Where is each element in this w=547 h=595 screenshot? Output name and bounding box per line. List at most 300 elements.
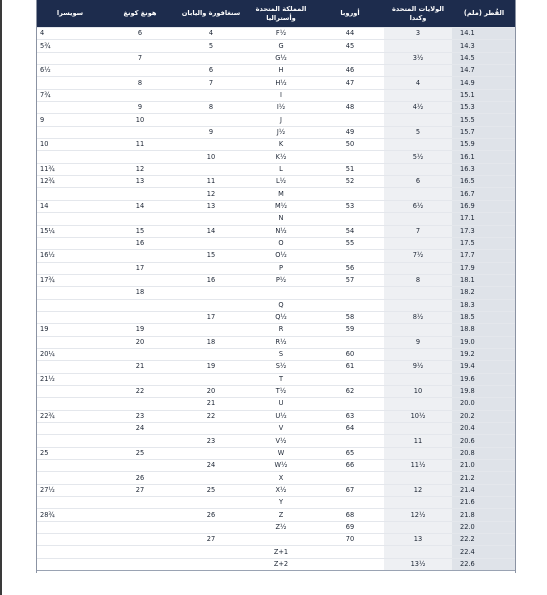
cell-europe: 46 <box>316 65 384 77</box>
cell-uk-australia: W½ <box>246 460 316 472</box>
cell-switzerland <box>36 52 104 64</box>
cell-switzerland <box>36 262 104 274</box>
cell-singapore-japan <box>176 52 246 64</box>
table-row <box>36 139 516 151</box>
cell-uk-australia: Z <box>246 509 316 521</box>
cell-us-canada: 10 <box>384 385 452 397</box>
cell-uk-australia: G½ <box>246 52 316 64</box>
cell-uk-australia: V <box>246 423 316 435</box>
cell-switzerland: 19 <box>36 324 104 336</box>
cell-switzerland <box>36 336 104 348</box>
cell-uk-australia: P½ <box>246 274 316 286</box>
cell-europe: 66 <box>316 460 384 472</box>
cell-uk-australia <box>246 534 316 546</box>
cell-us-canada <box>384 348 452 360</box>
table-row <box>36 546 516 558</box>
cell-us-canada: 9 <box>384 336 452 348</box>
cell-diameter: 19.0 <box>452 336 516 348</box>
cell-switzerland <box>36 423 104 435</box>
cell-uk-australia: M½ <box>246 200 316 212</box>
cell-hong-kong <box>104 558 176 570</box>
cell-switzerland <box>36 558 104 570</box>
cell-switzerland: 27½ <box>36 484 104 496</box>
cell-uk-australia: W <box>246 447 316 459</box>
cell-switzerland <box>36 151 104 163</box>
cell-diameter: 15.3 <box>452 102 516 114</box>
cell-switzerland: 16½ <box>36 250 104 262</box>
cell-diameter: 14.1 <box>452 28 516 40</box>
cell-diameter: 18.1 <box>452 274 516 286</box>
cell-singapore-japan: 19 <box>176 361 246 373</box>
cell-europe <box>316 114 384 126</box>
cell-hong-kong <box>104 213 176 225</box>
cell-us-canada <box>384 188 452 200</box>
cell-uk-australia: O½ <box>246 250 316 262</box>
cell-us-canada <box>384 373 452 385</box>
table-row <box>36 324 516 336</box>
cell-singapore-japan: 5 <box>176 40 246 52</box>
cell-switzerland <box>36 299 104 311</box>
cell-diameter: 20.4 <box>452 423 516 435</box>
table-row <box>36 509 516 521</box>
cell-europe: 56 <box>316 262 384 274</box>
cell-us-canada: 4½ <box>384 102 452 114</box>
cell-switzerland <box>36 213 104 225</box>
cell-diameter: 17.9 <box>452 262 516 274</box>
cell-diameter: 14.9 <box>452 77 516 89</box>
cell-singapore-japan <box>176 447 246 459</box>
table-row <box>36 225 516 237</box>
table-body <box>36 28 516 571</box>
table-row <box>36 52 516 64</box>
cell-us-canada: 4 <box>384 77 452 89</box>
cell-europe: 61 <box>316 361 384 373</box>
cell-hong-kong <box>104 497 176 509</box>
cell-diameter: 19.2 <box>452 348 516 360</box>
cell-switzerland: 17¾ <box>36 274 104 286</box>
cell-hong-kong: 14 <box>104 200 176 212</box>
cell-us-canada: 13½ <box>384 558 452 570</box>
cell-diameter: 16.5 <box>452 176 516 188</box>
cell-uk-australia: S½ <box>246 361 316 373</box>
cell-diameter: 18.3 <box>452 299 516 311</box>
cell-us-canada: 5 <box>384 126 452 138</box>
cell-singapore-japan <box>176 324 246 336</box>
cell-singapore-japan: 17 <box>176 311 246 323</box>
cell-hong-kong <box>104 126 176 138</box>
cell-singapore-japan <box>176 262 246 274</box>
table-row <box>36 250 516 262</box>
cell-diameter: 18.8 <box>452 324 516 336</box>
cell-singapore-japan: 7 <box>176 77 246 89</box>
cell-europe: 54 <box>316 225 384 237</box>
cell-hong-kong <box>104 348 176 360</box>
cell-hong-kong: 7 <box>104 52 176 64</box>
cell-hong-kong <box>104 299 176 311</box>
cell-us-canada <box>384 262 452 274</box>
cell-hong-kong <box>104 274 176 286</box>
cell-singapore-japan <box>176 497 246 509</box>
cell-europe <box>316 336 384 348</box>
cell-europe: 58 <box>316 311 384 323</box>
table-row <box>36 40 516 52</box>
cell-diameter: 21.0 <box>452 460 516 472</box>
cell-uk-australia: V½ <box>246 435 316 447</box>
cell-europe <box>316 299 384 311</box>
table-row <box>36 77 516 89</box>
cell-us-canada <box>384 521 452 533</box>
cell-diameter: 16.9 <box>452 200 516 212</box>
cell-uk-australia: G <box>246 40 316 52</box>
cell-singapore-japan: 4 <box>176 28 246 40</box>
cell-uk-australia: H <box>246 65 316 77</box>
cell-singapore-japan: 10 <box>176 151 246 163</box>
cell-us-canada <box>384 114 452 126</box>
cell-switzerland <box>36 546 104 558</box>
header-us-canada: الولايات المتحدة وكندا <box>384 0 452 28</box>
cell-switzerland <box>36 534 104 546</box>
table-row <box>36 287 516 299</box>
table-row <box>36 484 516 496</box>
cell-europe <box>316 435 384 447</box>
cell-diameter: 14.3 <box>452 40 516 52</box>
cell-uk-australia: R <box>246 324 316 336</box>
cell-uk-australia: P <box>246 262 316 274</box>
cell-uk-australia: L <box>246 163 316 175</box>
cell-diameter: 21.4 <box>452 484 516 496</box>
cell-diameter: 15.5 <box>452 114 516 126</box>
cell-europe: 52 <box>316 176 384 188</box>
table-row <box>36 126 516 138</box>
table-row <box>36 447 516 459</box>
table-row <box>36 521 516 533</box>
cell-europe: 65 <box>316 447 384 459</box>
cell-hong-kong: 24 <box>104 423 176 435</box>
cell-hong-kong: 22 <box>104 385 176 397</box>
table-row <box>36 262 516 274</box>
cell-hong-kong <box>104 151 176 163</box>
cell-switzerland: 4 <box>36 28 104 40</box>
cell-europe: 59 <box>316 324 384 336</box>
cell-europe: 67 <box>316 484 384 496</box>
cell-us-canada: 13 <box>384 534 452 546</box>
cell-singapore-japan: 20 <box>176 385 246 397</box>
cell-us-canada <box>384 497 452 509</box>
cell-europe: 62 <box>316 385 384 397</box>
cell-switzerland <box>36 311 104 323</box>
cell-europe <box>316 497 384 509</box>
cell-uk-australia: Z+2 <box>246 558 316 570</box>
ring-size-conversion-table <box>36 0 516 571</box>
cell-switzerland <box>36 126 104 138</box>
cell-hong-kong: 21 <box>104 361 176 373</box>
cell-us-canada: 5½ <box>384 151 452 163</box>
cell-us-canada <box>384 139 452 151</box>
cell-uk-australia: I <box>246 89 316 101</box>
cell-diameter: 15.9 <box>452 139 516 151</box>
cell-uk-australia: Q <box>246 299 316 311</box>
cell-uk-australia: J½ <box>246 126 316 138</box>
cell-switzerland: 10 <box>36 139 104 151</box>
cell-diameter: 16.3 <box>452 163 516 175</box>
header-hong-kong: هونغ كونغ <box>104 0 176 28</box>
cell-us-canada: 11 <box>384 435 452 447</box>
header-diameter: القُطر (ملم) <box>452 0 516 28</box>
cell-hong-kong <box>104 546 176 558</box>
table-header-row <box>36 0 516 28</box>
cell-us-canada: 6 <box>384 176 452 188</box>
cell-singapore-japan <box>176 521 246 533</box>
cell-switzerland <box>36 435 104 447</box>
cell-switzerland <box>36 188 104 200</box>
cell-switzerland <box>36 102 104 114</box>
cell-diameter: 22.6 <box>452 558 516 570</box>
cell-hong-kong <box>104 311 176 323</box>
table-row <box>36 274 516 286</box>
cell-europe <box>316 188 384 200</box>
cell-switzerland <box>36 361 104 373</box>
cell-hong-kong: 26 <box>104 472 176 484</box>
cell-us-canada: 8 <box>384 274 452 286</box>
cell-diameter: 18.5 <box>452 311 516 323</box>
table-row <box>36 534 516 546</box>
table-row <box>36 28 516 40</box>
table-row <box>36 89 516 101</box>
table-row <box>36 213 516 225</box>
cell-singapore-japan <box>176 89 246 101</box>
table-row <box>36 311 516 323</box>
cell-uk-australia: F½ <box>246 28 316 40</box>
cell-switzerland <box>36 497 104 509</box>
cell-europe <box>316 472 384 484</box>
cell-europe: 57 <box>316 274 384 286</box>
table-row <box>36 497 516 509</box>
cell-us-canada: 3½ <box>384 52 452 64</box>
cell-uk-australia: L½ <box>246 176 316 188</box>
cell-hong-kong: 15 <box>104 225 176 237</box>
cell-hong-kong: 25 <box>104 447 176 459</box>
cell-singapore-japan <box>176 348 246 360</box>
cell-singapore-japan <box>176 546 246 558</box>
cell-diameter: 20.2 <box>452 410 516 422</box>
cell-diameter: 20.6 <box>452 435 516 447</box>
cell-singapore-japan: 15 <box>176 250 246 262</box>
cell-europe: 63 <box>316 410 384 422</box>
cell-europe <box>316 52 384 64</box>
cell-singapore-japan: 22 <box>176 410 246 422</box>
cell-uk-australia: X½ <box>246 484 316 496</box>
cell-europe: 47 <box>316 77 384 89</box>
cell-diameter: 22.4 <box>452 546 516 558</box>
table-row <box>36 348 516 360</box>
cell-singapore-japan <box>176 213 246 225</box>
cell-diameter: 15.7 <box>452 126 516 138</box>
cell-europe: 48 <box>316 102 384 114</box>
cell-diameter: 21.6 <box>452 497 516 509</box>
cell-europe <box>316 287 384 299</box>
cell-singapore-japan: 27 <box>176 534 246 546</box>
cell-diameter: 20.8 <box>452 447 516 459</box>
cell-diameter: 21.8 <box>452 509 516 521</box>
cell-us-canada: 10½ <box>384 410 452 422</box>
header-uk-australia: المملكة المتحدة وأستراليا <box>246 0 316 28</box>
cell-hong-kong <box>104 89 176 101</box>
header-switzerland: سويسرا <box>36 0 104 28</box>
cell-singapore-japan: 18 <box>176 336 246 348</box>
cell-switzerland: 14 <box>36 200 104 212</box>
cell-us-canada: 12 <box>384 484 452 496</box>
cell-diameter: 22.0 <box>452 521 516 533</box>
table-row <box>36 65 516 77</box>
cell-europe: 68 <box>316 509 384 521</box>
cell-us-canada: 7½ <box>384 250 452 262</box>
cell-singapore-japan: 23 <box>176 435 246 447</box>
cell-uk-australia: Z½ <box>246 521 316 533</box>
cell-switzerland <box>36 385 104 397</box>
cell-us-canada <box>384 213 452 225</box>
table-row <box>36 200 516 212</box>
cell-hong-kong <box>104 65 176 77</box>
cell-europe: 69 <box>316 521 384 533</box>
cell-uk-australia: K <box>246 139 316 151</box>
cell-switzerland <box>36 521 104 533</box>
cell-us-canada <box>384 299 452 311</box>
cell-us-canada <box>384 472 452 484</box>
cell-europe: 49 <box>316 126 384 138</box>
cell-switzerland <box>36 287 104 299</box>
cell-hong-kong: 19 <box>104 324 176 336</box>
cell-europe: 51 <box>316 163 384 175</box>
cell-uk-australia: N <box>246 213 316 225</box>
cell-uk-australia: U½ <box>246 410 316 422</box>
cell-europe: 50 <box>316 139 384 151</box>
table-row <box>36 336 516 348</box>
table-row <box>36 188 516 200</box>
cell-uk-australia: Q½ <box>246 311 316 323</box>
cell-europe <box>316 558 384 570</box>
cell-hong-kong: 6 <box>104 28 176 40</box>
cell-singapore-japan <box>176 373 246 385</box>
table-row <box>36 102 516 114</box>
table-row <box>36 385 516 397</box>
cell-hong-kong: 13 <box>104 176 176 188</box>
cell-diameter: 21.2 <box>452 472 516 484</box>
table-row <box>36 151 516 163</box>
cell-singapore-japan: 11 <box>176 176 246 188</box>
cell-switzerland: 22¾ <box>36 410 104 422</box>
cell-switzerland: 28¾ <box>36 509 104 521</box>
cell-europe <box>316 151 384 163</box>
cell-uk-australia: S <box>246 348 316 360</box>
table-row <box>36 398 516 410</box>
table-row <box>36 423 516 435</box>
cell-diameter: 17.7 <box>452 250 516 262</box>
cell-diameter: 16.7 <box>452 188 516 200</box>
cell-us-canada: 12½ <box>384 509 452 521</box>
cell-europe: 70 <box>316 534 384 546</box>
cell-diameter: 17.5 <box>452 237 516 249</box>
cell-hong-kong: 18 <box>104 287 176 299</box>
cell-hong-kong: 27 <box>104 484 176 496</box>
cell-hong-kong <box>104 188 176 200</box>
cell-hong-kong <box>104 373 176 385</box>
cell-singapore-japan: 12 <box>176 188 246 200</box>
cell-us-canada: 9½ <box>384 361 452 373</box>
cell-hong-kong <box>104 398 176 410</box>
cell-europe: 53 <box>316 200 384 212</box>
table-row <box>36 472 516 484</box>
cell-singapore-japan: 13 <box>176 200 246 212</box>
cell-hong-kong <box>104 40 176 52</box>
ring-size-table-container <box>36 0 516 571</box>
cell-europe: 55 <box>316 237 384 249</box>
cell-singapore-japan <box>176 139 246 151</box>
cell-singapore-japan: 14 <box>176 225 246 237</box>
cell-switzerland: 9 <box>36 114 104 126</box>
cell-diameter: 19.6 <box>452 373 516 385</box>
cell-diameter: 14.7 <box>452 65 516 77</box>
cell-us-canada: 11½ <box>384 460 452 472</box>
cell-singapore-japan <box>176 299 246 311</box>
cell-hong-kong <box>104 509 176 521</box>
cell-switzerland: 20¼ <box>36 348 104 360</box>
cell-uk-australia: T <box>246 373 316 385</box>
cell-hong-kong: 17 <box>104 262 176 274</box>
table-row <box>36 361 516 373</box>
table-row <box>36 176 516 188</box>
table-row <box>36 460 516 472</box>
cell-europe <box>316 250 384 262</box>
cell-hong-kong: 9 <box>104 102 176 114</box>
cell-singapore-japan <box>176 163 246 175</box>
cell-diameter: 17.3 <box>452 225 516 237</box>
cell-diameter: 14.5 <box>452 52 516 64</box>
cell-diameter: 15.1 <box>452 89 516 101</box>
table-row <box>36 237 516 249</box>
cell-europe <box>316 373 384 385</box>
cell-switzerland: 12¾ <box>36 176 104 188</box>
cell-hong-kong <box>104 435 176 447</box>
cell-switzerland <box>36 398 104 410</box>
cell-us-canada: 7 <box>384 225 452 237</box>
cell-uk-australia: Z+1 <box>246 546 316 558</box>
cell-singapore-japan <box>176 237 246 249</box>
cell-switzerland: 15¼ <box>36 225 104 237</box>
cell-uk-australia: J <box>246 114 316 126</box>
cell-singapore-japan <box>176 423 246 435</box>
cell-switzerland <box>36 460 104 472</box>
cell-hong-kong: 12 <box>104 163 176 175</box>
cell-hong-kong <box>104 521 176 533</box>
table-row <box>36 163 516 175</box>
cell-switzerland: 5¾ <box>36 40 104 52</box>
cell-diameter: 20.0 <box>452 398 516 410</box>
cell-singapore-japan <box>176 472 246 484</box>
table-row <box>36 114 516 126</box>
cell-uk-australia: Y <box>246 497 316 509</box>
cell-singapore-japan: 8 <box>176 102 246 114</box>
cell-us-canada <box>384 40 452 52</box>
cell-hong-kong: 10 <box>104 114 176 126</box>
cell-us-canada <box>384 398 452 410</box>
table-row <box>36 435 516 447</box>
cell-diameter: 18.2 <box>452 287 516 299</box>
cell-uk-australia: X <box>246 472 316 484</box>
cell-hong-kong: 23 <box>104 410 176 422</box>
cell-us-canada <box>384 287 452 299</box>
cell-singapore-japan <box>176 287 246 299</box>
cell-switzerland: 21½ <box>36 373 104 385</box>
